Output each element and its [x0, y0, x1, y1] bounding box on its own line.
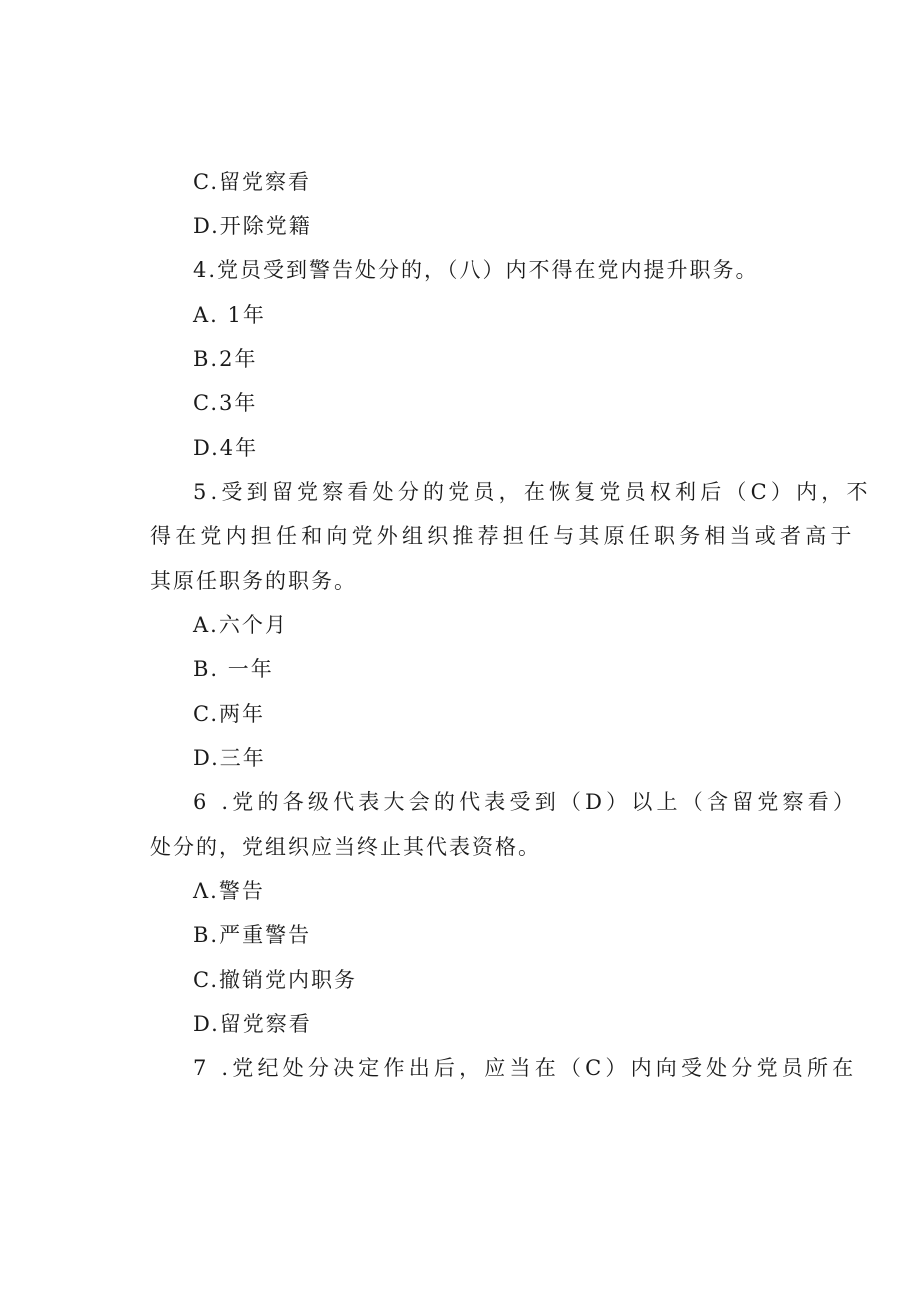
option-d-line: D.4年: [193, 436, 259, 460]
question-6-line: 6 .党的各级代表大会的代表受到（D）以上（含留党察看）: [193, 790, 859, 814]
question-5-continuation: 得在党内担任和向党外组织推荐担任与其原任职务相当或者高于: [150, 524, 856, 548]
option-a-line: A.六个月: [193, 613, 288, 637]
option-d-line: D.开除党籍: [193, 214, 312, 238]
option-c-line: C.留党察看: [193, 170, 311, 194]
option-d-line: D.留党察看: [193, 1012, 312, 1036]
question-5-line: 5.受到留党察看处分的党员，在恢复党员权利后（C）内，不: [193, 480, 872, 504]
option-d-line: D.三年: [193, 746, 266, 770]
question-5-continuation: 其原任职务的职务。: [150, 569, 357, 593]
question-4-line: 4.党员受到警告处分的，（八）内不得在党内提升职务。: [193, 258, 759, 282]
option-c-line: C.两年: [193, 702, 265, 726]
option-c-line: C.撤销党内职务: [193, 968, 357, 992]
option-a-line: A. 1年: [193, 303, 266, 327]
question-6-continuation: 处分的，党组织应当终止其代表资格。: [150, 835, 541, 859]
question-7-line: 7 .党纪处分决定作出后，应当在（C）内向受处分党员所在: [193, 1056, 858, 1080]
option-b-line: B.严重警告: [193, 923, 312, 947]
option-b-line: B.2年: [193, 347, 258, 371]
option-c-line: C.3年: [193, 391, 258, 415]
option-b-line: B. 一年: [193, 657, 274, 681]
option-a-line: Λ.警告: [193, 879, 265, 903]
